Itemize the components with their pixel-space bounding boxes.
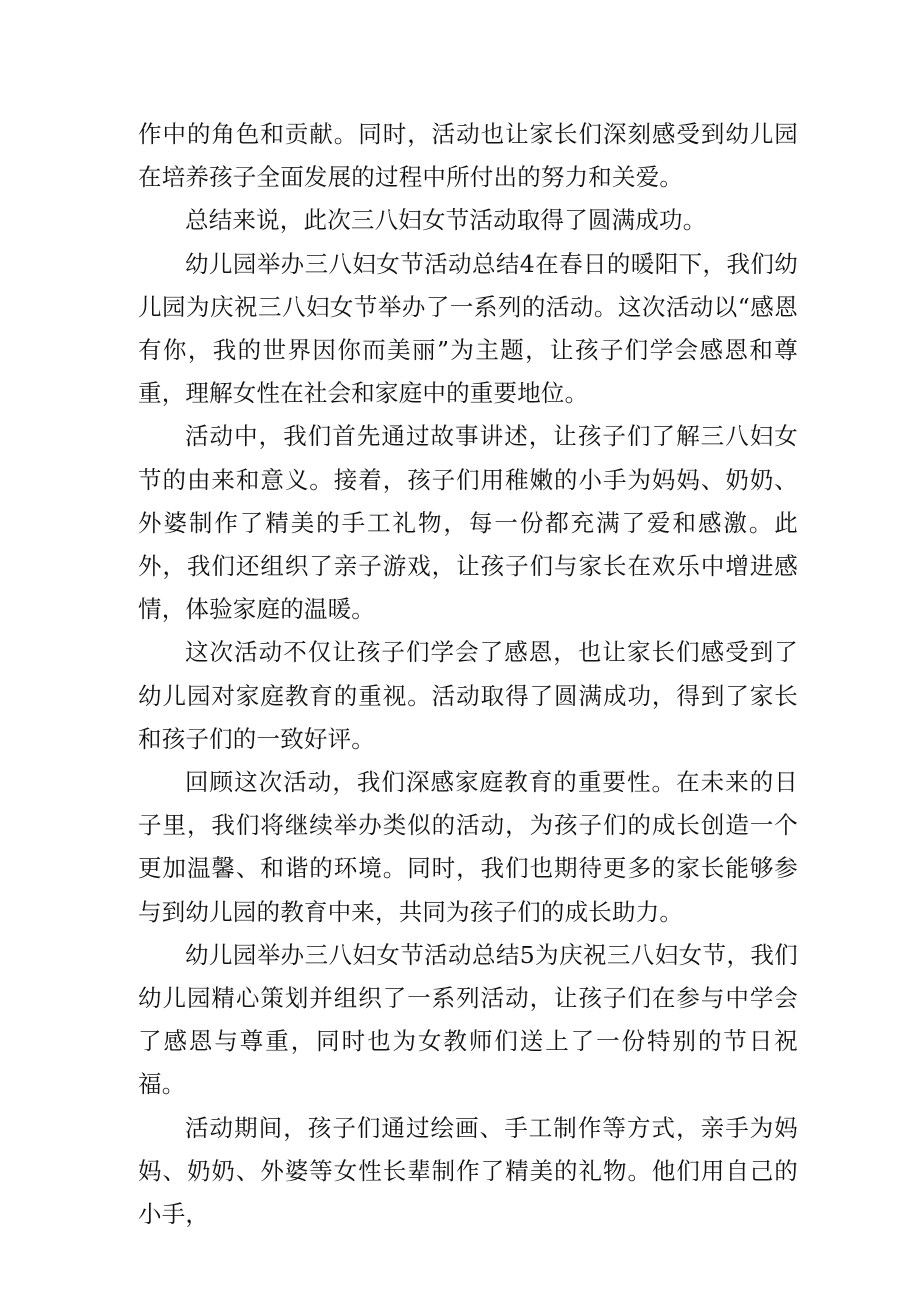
paragraph-8: 活动期间，孩子们通过绘画、手工制作等方式，亲手为妈妈、奶奶、外婆等女性长辈制作了精美的礼物。他们用自己的小手， <box>138 1113 798 1229</box>
paragraph-1: 作中的角色和贡献。同时，活动也让家长们深刻感受到幼儿园在培养孩子全面发展的过程中所付出的努力和关爱。 <box>138 120 798 192</box>
paragraph-3: 幼儿园举办三八妇女节活动总结4在春日的暖阳下，我们幼儿园为庆祝三八妇女节举办了一系列的活动。这次活动以“感恩有你，我的世界因你而美丽”为主题，让孩子们学会感恩和尊重，理解女性在社会和家庭中的重要地位。 <box>138 249 798 408</box>
paragraph-6: 回顾这次活动，我们深感家庭教育的重要性。在未来的日子里，我们将继续举办类似的活动，为孩子们的成长创造一个更加温馨、和谐的环境。同时，我们也期待更多的家长能够参与到幼儿园的教育中来，共同为孩子们的成长助力。 <box>138 768 798 926</box>
paragraph-4: 活动中，我们首先通过故事讲述，让孩子们了解三八妇女节的由来和意义。接着，孩子们用稚嫩的小手为妈妈、奶奶、外婆制作了精美的手工礼物，每一份都充满了爱和感激。此外，我们还组织了亲子游戏，让孩子们与家长在欢乐中增进感情，体验家庭的温暖。 <box>138 422 798 624</box>
paragraph-7: 幼儿园举办三八妇女节活动总结5为庆祝三八妇女节，我们幼儿园精心策划并组织了一系列活动，让孩子们在参与中学会了感恩与尊重，同时也为女教师们送上了一份特别的节日祝福。 <box>138 940 798 1099</box>
paragraph-5: 这次活动不仅让孩子们学会了感恩，也让家长们感受到了幼儿园对家庭教育的重视。活动取得了圆满成功，得到了家长和孩子们的一致好评。 <box>138 638 798 753</box>
document-body <box>138 113 798 1236</box>
paragraph-2: 总结来说，此次三八妇女节活动取得了圆满成功。 <box>185 206 707 235</box>
